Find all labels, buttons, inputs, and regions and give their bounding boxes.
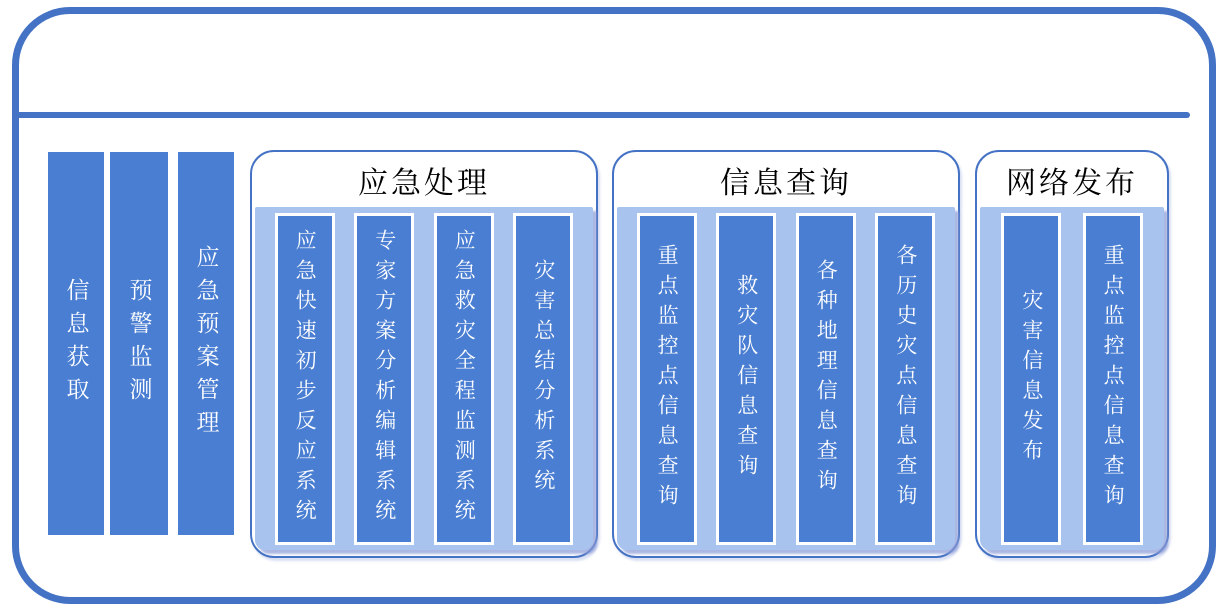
- group-title: 应急处理: [358, 166, 490, 200]
- system-bar-label: 灾害信息发布: [1019, 288, 1044, 469]
- group-body: [617, 207, 955, 550]
- system-bar: [716, 213, 776, 545]
- stage-bar-label: 信息获取: [63, 277, 89, 410]
- group-network-publishing: [975, 150, 1169, 558]
- system-bar-label: 各历史灾点信息查询: [893, 243, 918, 514]
- system-bar-label: 应急救灾全程监测系统: [452, 228, 477, 529]
- stage-bar-emergency-plan-management: [178, 152, 234, 535]
- stage-bar-information-acquisition: [48, 152, 104, 535]
- stage-bar-label: 应急预案管理: [193, 244, 219, 443]
- header-divider-line: [16, 112, 1190, 118]
- system-bar-label: 各种地理信息查询: [814, 258, 839, 499]
- system-bar-label: 灾害总结分析系统: [531, 258, 556, 499]
- system-bar: [796, 213, 856, 545]
- system-bar: [434, 213, 494, 545]
- system-bar: [637, 213, 697, 545]
- group-information-query: [612, 150, 960, 558]
- system-bar: [1001, 213, 1061, 545]
- system-bar-label: 应急快速初步反应系统: [293, 228, 318, 529]
- system-bar-label: 重点监控点信息查询: [655, 243, 680, 514]
- system-bar: [275, 213, 335, 545]
- group-title: 网络发布: [1006, 166, 1138, 200]
- group-body: [980, 207, 1164, 550]
- system-bar: [513, 213, 573, 545]
- stage-bar-label: 预警监测: [126, 277, 152, 410]
- system-bar: [1083, 213, 1143, 545]
- system-bar-label: 重点监控点信息查询: [1101, 243, 1126, 514]
- group-body: [255, 207, 593, 550]
- group-emergency-processing: [250, 150, 598, 558]
- system-bar-label: 救灾队信息查询: [734, 273, 759, 484]
- system-bar-label: 专家方案分析编辑系统: [372, 228, 397, 529]
- stage-bar-warning-monitoring: [110, 152, 168, 535]
- system-bar: [875, 213, 935, 545]
- system-bar: [354, 213, 414, 545]
- group-title: 信息查询: [720, 166, 852, 200]
